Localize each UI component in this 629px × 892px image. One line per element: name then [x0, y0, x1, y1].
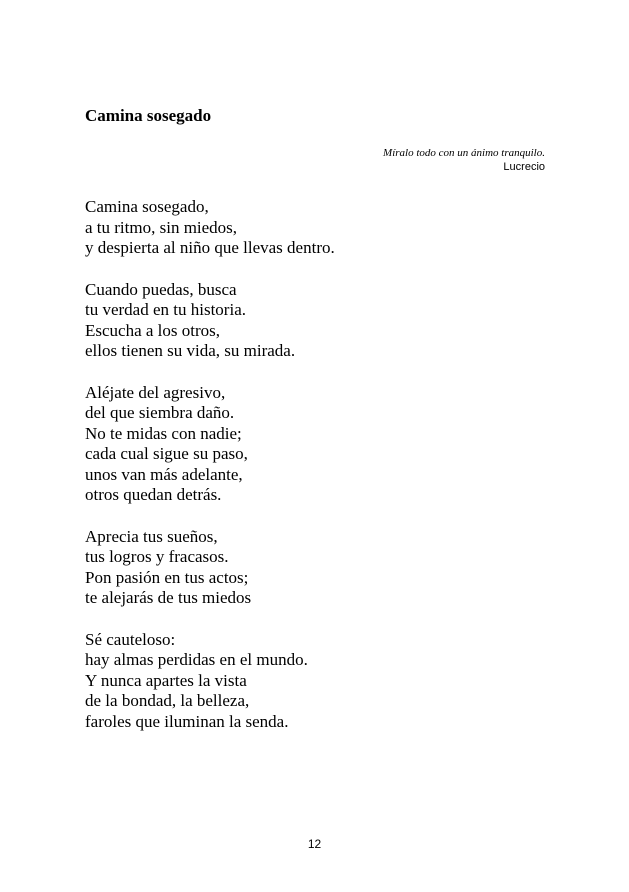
poem-line: del que siembra daño. [85, 403, 235, 422]
poem-line: No te midas con nadie; [85, 423, 242, 443]
poem-line: Cuando puedas, busca [85, 279, 237, 299]
stanza-1 [85, 197, 335, 259]
epigraph-author: Lucrecio [503, 161, 545, 173]
poem-body [85, 197, 335, 753]
stanza-3 [85, 383, 335, 506]
epigraph [383, 146, 545, 174]
epigraph-quote: Míralo todo con un ánimo tranquilo. [383, 147, 545, 159]
poem-line: faroles que iluminan la senda. [85, 711, 289, 731]
poem-line: Escucha a los otros, [85, 320, 221, 340]
poem-line: tus logros y fracasos. [85, 547, 229, 566]
poem-line: a tu ritmo, sin miedos, [85, 217, 238, 237]
stanza-5 [85, 630, 335, 733]
poem-line: ellos tienen su vida, su mirada. [85, 341, 296, 360]
page-number: 12 [307, 837, 322, 851]
poem-line: y despierta al niño que llevas dentro. [85, 238, 335, 257]
poem-line: hay almas perdidas en el mundo. [85, 650, 308, 669]
poem-line: Aléjate del agresivo, [85, 382, 226, 402]
poem-line: Pon pasión en tus actos; [85, 567, 249, 587]
poem-line: cada cual sigue su paso, [85, 444, 248, 463]
poem-line: Aprecia tus sueños, [85, 526, 218, 546]
poem-line: de la bondad, la belleza, [85, 691, 250, 710]
poem-line: Y nunca apartes la vista [85, 670, 247, 690]
poem-line: tu verdad en tu historia. [85, 300, 246, 319]
poem-line: Sé cauteloso: [85, 629, 176, 649]
poem-line: te alejarás de tus miedos [85, 588, 252, 607]
stanza-2 [85, 280, 335, 362]
poem-line: unos van más adelante, [85, 464, 243, 484]
stanza-4 [85, 527, 335, 609]
poem-line: otros quedan detrás. [85, 485, 222, 504]
poem-line: Camina sosegado, [85, 197, 209, 216]
poem-title: Camina sosegado [85, 106, 212, 125]
